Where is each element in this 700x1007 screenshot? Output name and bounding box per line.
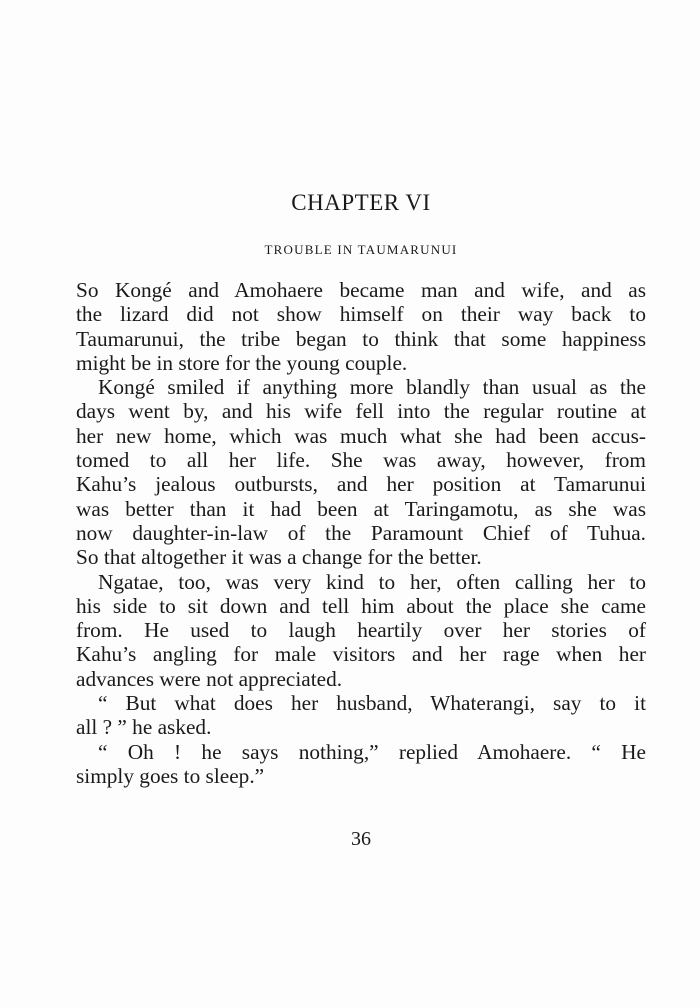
text-line: Taumarunui, the tribe began to think that some happiness	[76, 326, 646, 351]
text-line: might be in store for the young couple.	[76, 350, 408, 375]
text-line: was better than it had been at Taringamotu, as she was	[76, 496, 646, 521]
text-line: all ? ” he asked.	[76, 715, 212, 740]
page-number: 36	[351, 828, 371, 850]
text-line: Kahu’s angling for male visitors and her rage when her	[76, 642, 646, 667]
chapter-subtitle: TROUBLE IN TAUMARUNUI	[264, 242, 458, 257]
chapter-title: CHAPTER VI	[291, 190, 431, 215]
text-line: Kahu’s jealous outbursts, and her position at Tamarunui	[76, 472, 646, 497]
text-line: advances were not appreciated.	[76, 666, 343, 691]
text-line: her new home, which was much what she had been accus-	[76, 423, 646, 448]
text-line: Kongé smiled if anything more blandly than usual as the	[98, 375, 646, 400]
text-line: Ngatae, too, was very kind to her, often calling her to	[98, 569, 646, 594]
text-line: So Kongé and Amohaere became man and wife, and as	[76, 278, 646, 302]
body-text	[76, 278, 646, 788]
text-line: now daughter-in-law of the Paramount Chief of Tuhua.	[76, 520, 646, 545]
text-line: simply goes to sleep.”	[76, 763, 265, 788]
text-line: his side to sit down and tell him about the place she came	[76, 593, 646, 618]
text-line: “ Oh ! he says nothing,” replied Amohaere. “ He	[98, 739, 646, 764]
text-line: So that altogether it was a change for the better.	[76, 545, 482, 570]
text-line: from. He used to laugh heartily over her stories of	[76, 618, 646, 643]
text-line: days went by, and his wife fell into the regular routine at	[76, 399, 646, 424]
text-line: the lizard did not show himself on their way back to	[76, 302, 646, 327]
text-line: tomed to all her life. She was away, however, from	[76, 448, 646, 473]
text-line: “ But what does her husband, Whaterangi, say to it	[98, 691, 646, 716]
